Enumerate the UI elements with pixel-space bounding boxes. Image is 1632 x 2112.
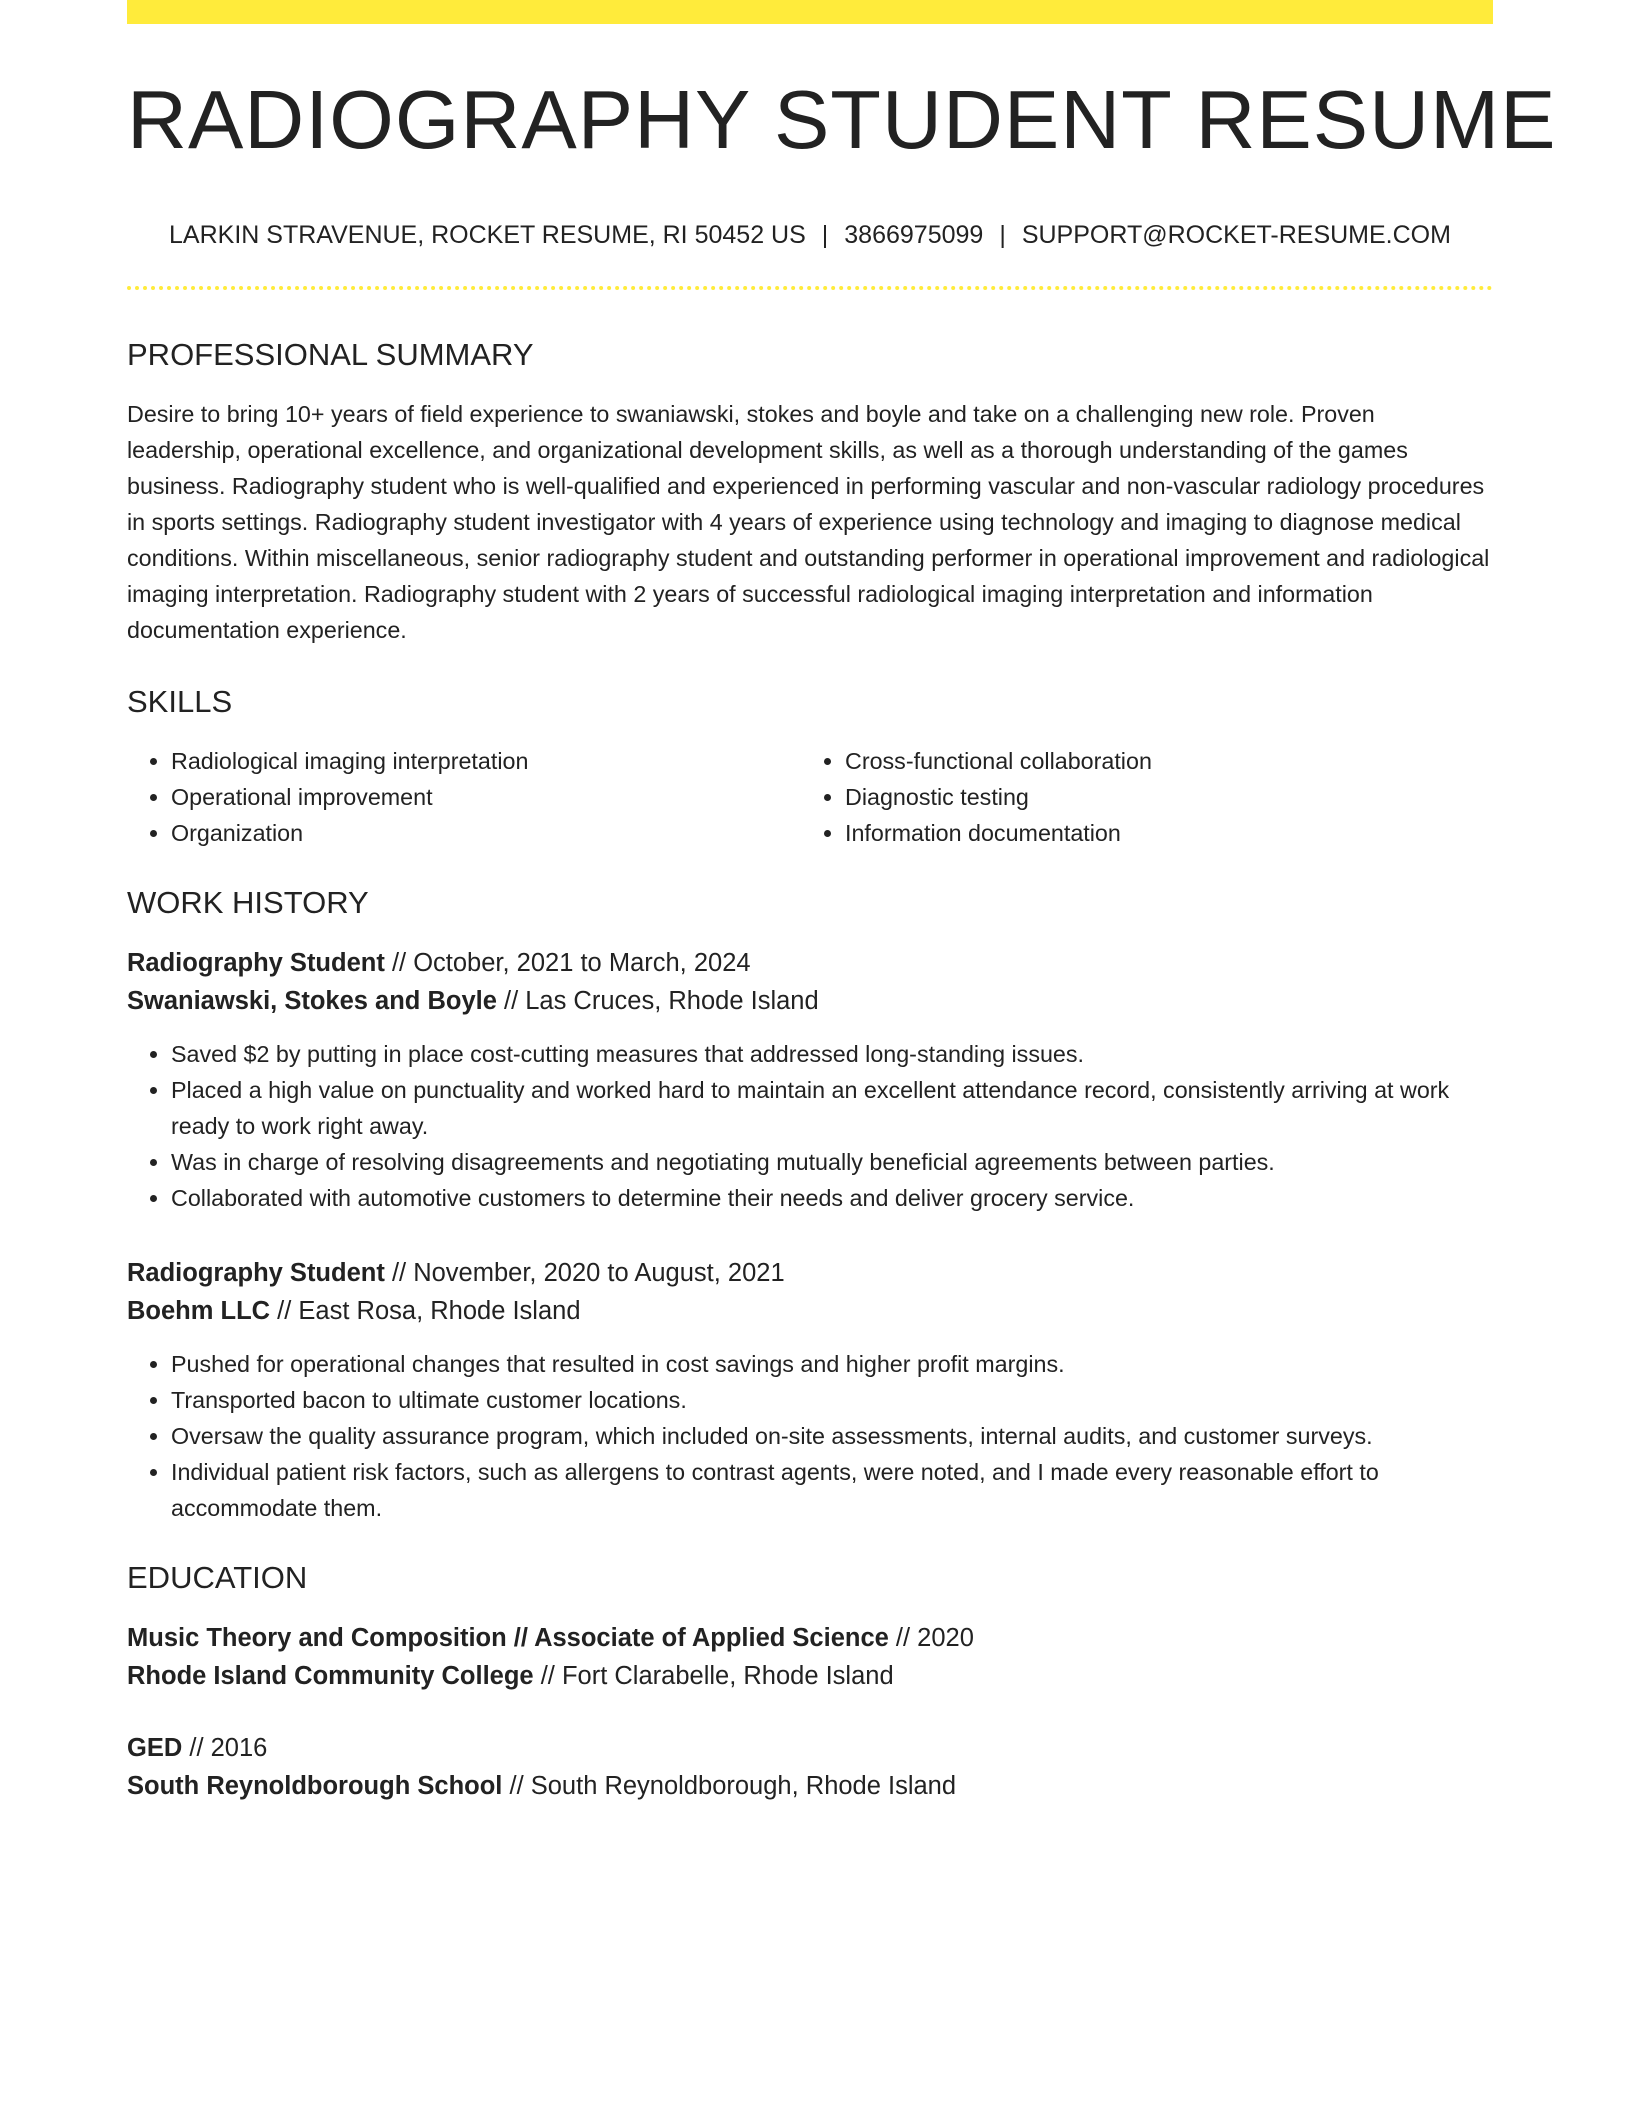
education-degree-line	[127, 1729, 1493, 1767]
job-bullet: • Transported bacon to ultimate customer locations.	[171, 1382, 1493, 1418]
resume-page	[127, 0, 1557, 1805]
education-degree-line	[127, 1619, 1493, 1657]
education-degree: Music Theory and Composition // Associate of Applied Science	[127, 1624, 889, 1652]
skill-item: • Radiological imaging interpretation	[171, 743, 801, 779]
job-bullet: • Pushed for operational changes that resulted in cost savings and higher profit margins.	[171, 1346, 1493, 1382]
job-title: Radiography Student	[127, 1259, 385, 1287]
education-school-line	[127, 1657, 1493, 1695]
contact-separator: |	[821, 221, 829, 249]
education-degree: GED	[127, 1734, 183, 1762]
job-bullet: • Collaborated with automotive customers to determine their needs and deliver grocery service.	[171, 1180, 1493, 1216]
dotted-divider	[127, 286, 1493, 290]
skill-item: • Operational improvement	[171, 779, 801, 815]
job-entry	[127, 944, 1493, 1216]
skill-item: • Diagnostic testing	[845, 779, 1475, 815]
job-company: Swaniawski, Stokes and Boyle	[127, 987, 497, 1015]
education-entry	[127, 1729, 1493, 1805]
education-school: South Reynoldborough School	[127, 1772, 503, 1800]
education-location: // South Reynoldborough, Rhode Island	[509, 1772, 957, 1800]
job-bullets	[127, 1036, 1493, 1216]
skill-item: • Cross-functional collaboration	[845, 743, 1475, 779]
education-school: Rhode Island Community College	[127, 1662, 534, 1690]
education-school-line	[127, 1767, 1493, 1805]
skills-list	[127, 743, 1493, 851]
job-dates: // November, 2020 to August, 2021	[391, 1259, 785, 1287]
job-location: // Las Cruces, Rhode Island	[503, 987, 819, 1015]
skills-column-1	[127, 743, 801, 851]
summary-text: Desire to bring 10+ years of field experience to swaniawski, stokes and boyle and take on a challenging new role. Proven leadership, operational excellence, and organizational development skills, as well as a thorough understanding of the games business. Radiography student who is well-qualified and experienced in performing vascular and non-vascular radiology procedures in sports settings. Radiography student investigator with 4 years of experience using technology and imaging to diagnose medical conditions. Within miscellaneous, senior radiography student and outstanding performer in operational improvement and radiological imaging interpretation. Radiography student with 2 years of successful radiological imaging interpretation and information documentation experience.	[127, 401, 1490, 643]
summary-heading: PROFESSIONAL SUMMARY	[127, 337, 534, 372]
job-title-line	[127, 1254, 1493, 1292]
resume-title: RADIOGRAPHY STUDENT RESUME	[127, 73, 1557, 166]
work-heading: WORK HISTORY	[127, 885, 369, 920]
skills-column-2	[801, 743, 1475, 851]
job-company-line	[127, 982, 1493, 1020]
education-entry	[127, 1619, 1493, 1695]
job-bullets	[127, 1346, 1493, 1526]
contact-address: LARKIN STRAVENUE, ROCKET RESUME, RI 50452 US	[169, 221, 806, 249]
job-title: Radiography Student	[127, 949, 385, 977]
job-bullet: • Oversaw the quality assurance program, which included on-site assessments, internal audits, and customer surveys.	[171, 1418, 1493, 1454]
job-bullet: • Was in charge of resolving disagreements and negotiating mutually beneficial agreements between parties.	[171, 1144, 1493, 1180]
job-company-line	[127, 1292, 1493, 1330]
education-year: // 2020	[895, 1624, 974, 1652]
job-dates: // October, 2021 to March, 2024	[391, 949, 751, 977]
job-company: Boehm LLC	[127, 1297, 271, 1325]
skill-item: • Information documentation	[845, 815, 1475, 851]
job-bullet: • Saved $2 by putting in place cost-cutting measures that addressed long-standing issues.	[171, 1036, 1493, 1072]
contact-email: SUPPORT@ROCKET-RESUME.COM	[1021, 221, 1451, 249]
job-entry	[127, 1254, 1493, 1526]
job-title-line	[127, 944, 1493, 982]
job-bullet: • Placed a high value on punctuality and worked hard to maintain an excellent attendance record, consistently arriving at work ready to work right away.	[171, 1072, 1493, 1144]
contact-separator: |	[999, 221, 1006, 249]
accent-bar	[127, 0, 1493, 24]
education-location: // Fort Clarabelle, Rhode Island	[540, 1662, 894, 1690]
contact-phone: 3866975099	[844, 221, 984, 249]
job-location: // East Rosa, Rhode Island	[277, 1297, 581, 1325]
skills-heading: SKILLS	[127, 684, 233, 719]
contact-line	[127, 223, 1493, 248]
skill-item: • Organization	[171, 815, 801, 851]
education-year: // 2016	[189, 1734, 268, 1762]
education-heading: EDUCATION	[127, 1560, 308, 1595]
job-bullet: • Individual patient risk factors, such as allergens to contrast agents, were noted, and I made every reasonable effort to accommodate them.	[171, 1454, 1493, 1526]
